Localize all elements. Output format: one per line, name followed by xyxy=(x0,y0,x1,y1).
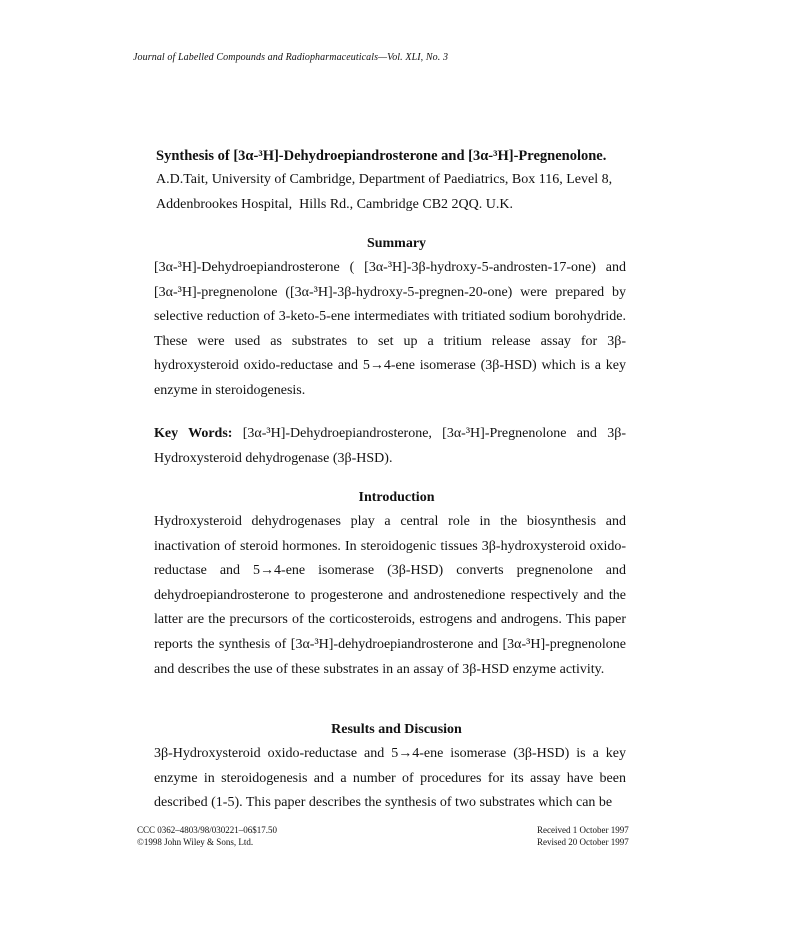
results-paragraph xyxy=(154,742,626,816)
keywords-paragraph xyxy=(154,422,626,471)
introduction-paragraph xyxy=(154,510,626,682)
affiliation-line-2: Addenbrookes Hospital, Hills Rd., Cambridge CB2 2QQ. U.K. xyxy=(156,197,513,212)
summary-text: [3α-³H]-Dehydroepiandrosterone ( [3α-³H]-3β-hydroxy-5-androsten-17-one) and [3α-³H]-pregnenolone ([3α-³H]-3β-hydroxy-5-pregnen-20-one) were prepared by selective reduction of 3-keto-5-ene intermediates with tritiated sodium borohydride. These were used as substrates to set up a tritium release assay for 3β-hydroxysteroid oxido-reductase and 5→4-ene isomerase (3β-HSD) which is a key enzyme in steroidogenesis. xyxy=(154,260,626,398)
keywords-text: [3α-³H]-Dehydroepiandrosterone, [3α-³H]-Pregnenolone and 3β-Hydroxysteroid dehydrogenase (3β-HSD). xyxy=(154,426,626,466)
article-title: Synthesis of [3α-³H]-Dehydroepiandrosterone and [3α-³H]-Pregnenolone. xyxy=(156,148,607,164)
summary-paragraph xyxy=(154,256,626,404)
journal-running-header: Journal of Labelled Compounds and Radiopharmaceuticals—Vol. XLI, No. 3 xyxy=(133,52,449,63)
summary-heading: Summary xyxy=(366,236,427,251)
affiliation-line-1: A.D.Tait, University of Cambridge, Department of Paediatrics, Box 116, Level 8, xyxy=(156,172,613,187)
introduction-text: Hydroxysteroid dehydrogenases play a central role in the biosynthesis and inactivation of steroid hormones. In steroidogenic tissues 3β-hydroxysteroid oxido-reductase and 5→4-ene isomerase (3β-HSD) converts pregnenolone and dehydroepiandrosterone to progesterone and androstenedione respectively and the latter are the precursors of the corticosteroids, estrogens and androgens. This paper reports the synthesis of [3α-³H]-dehydroepiandrosterone and [3α-³H]-pregnenolone and describes the use of these substrates in an assay of 3β-HSD enzyme activity. xyxy=(154,514,626,677)
results-heading: Results and Discusion xyxy=(331,722,462,737)
introduction-heading: Introduction xyxy=(358,490,435,505)
keywords-label: Key Words: xyxy=(154,426,233,441)
copyright-notice: ©1998 John Wiley & Sons, Ltd. xyxy=(137,836,254,847)
ccc-code: CCC 0362–4803/98/030221–06$17.50 xyxy=(137,825,278,835)
footer-right xyxy=(537,825,629,848)
received-date: Received 1 October 1997 xyxy=(537,825,629,835)
revised-date: Revised 20 October 1997 xyxy=(537,836,629,847)
footer-left xyxy=(137,825,277,848)
results-text: 3β-Hydroxysteroid oxido-reductase and 5→4-ene isomerase (3β-HSD) is a key enzyme in steroidogenesis and a number of procedures for its assay have been described (1-5). This paper describes the synthesis of two substrates which can be xyxy=(154,746,626,811)
